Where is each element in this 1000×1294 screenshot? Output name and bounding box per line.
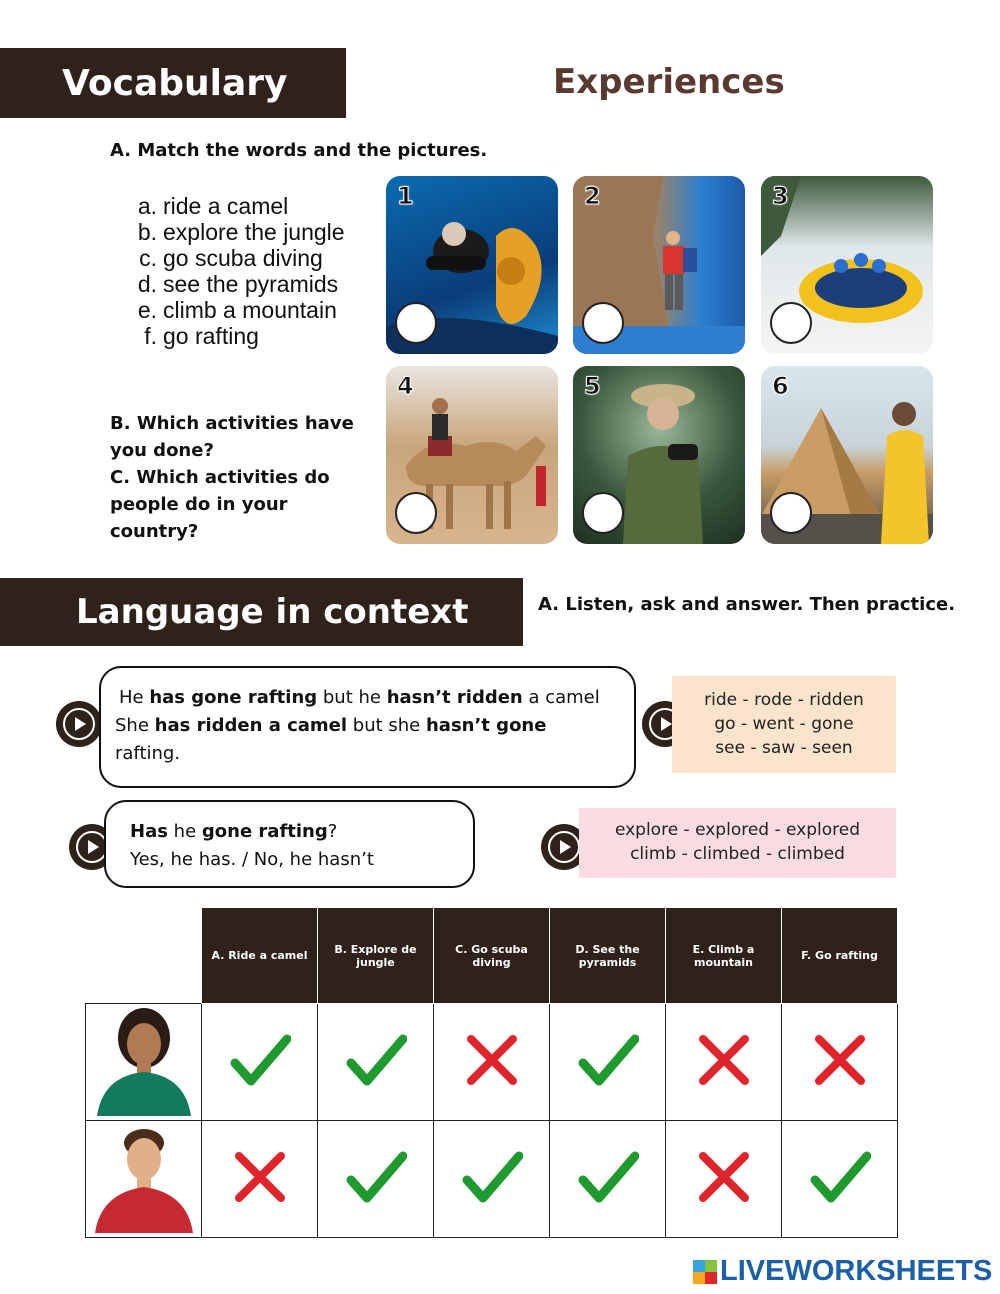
word-item bbox=[130, 219, 345, 245]
photo-scuba-diving bbox=[386, 176, 558, 354]
check-icon bbox=[345, 1146, 407, 1208]
mark-cell bbox=[318, 1004, 434, 1121]
verb-forms-box-2 bbox=[579, 808, 896, 878]
mark-cell bbox=[434, 1121, 550, 1238]
experiences-title: Experiences bbox=[553, 62, 785, 102]
mark-cell bbox=[782, 1121, 898, 1238]
word-item bbox=[130, 245, 345, 271]
mark-cell bbox=[550, 1004, 666, 1121]
answer-circle[interactable] bbox=[770, 492, 812, 534]
text-segment: ? bbox=[327, 821, 338, 842]
table-header-row bbox=[86, 908, 898, 1004]
mark-cell bbox=[434, 1004, 550, 1121]
question-c: C. Which activities do people do in your country? bbox=[110, 467, 330, 542]
column-header: B. Explore de jungle bbox=[318, 908, 434, 1004]
picture-number: 2 bbox=[584, 182, 601, 210]
photo-climb-mountain bbox=[573, 176, 745, 354]
answer-circle[interactable] bbox=[582, 302, 624, 344]
answer-circle[interactable] bbox=[395, 492, 437, 534]
person-girl bbox=[86, 1004, 202, 1121]
word-letter: a. bbox=[137, 193, 157, 219]
answer-circle[interactable] bbox=[582, 492, 624, 534]
mark-cell bbox=[782, 1004, 898, 1121]
logo-icon bbox=[693, 1260, 717, 1284]
text-segment: but she bbox=[347, 715, 426, 736]
text-bold: hasn’t gone bbox=[425, 715, 547, 736]
text-segment: he bbox=[167, 821, 202, 842]
column-header: D. See the pyramids bbox=[550, 908, 666, 1004]
verb-forms: ride - rode - ridden bbox=[704, 690, 864, 710]
question-line bbox=[130, 818, 473, 846]
statement-he bbox=[115, 684, 620, 712]
verb-forms: explore - explored - explored bbox=[614, 820, 861, 840]
cross-icon bbox=[229, 1146, 291, 1208]
play-button[interactable] bbox=[56, 701, 102, 747]
picture-number: 3 bbox=[772, 182, 789, 210]
questions-bc bbox=[110, 410, 370, 545]
word-letter: e. bbox=[137, 297, 157, 323]
text-bold: gone rafting bbox=[201, 821, 328, 842]
word-letter: b. bbox=[137, 219, 157, 245]
word-list bbox=[130, 193, 345, 349]
verb-forms: go - went - gone bbox=[714, 714, 854, 734]
text-bold: has gone rafting bbox=[149, 687, 318, 708]
answer-circle[interactable] bbox=[395, 302, 437, 344]
speech-bubble-question bbox=[104, 800, 475, 888]
mark-cell bbox=[202, 1004, 318, 1121]
statement-she bbox=[115, 712, 585, 768]
word-letter: c. bbox=[139, 245, 157, 271]
question-b: B. Which activities have you done? bbox=[110, 413, 354, 461]
liveworksheets-logo[interactable] bbox=[693, 1255, 992, 1288]
text-bold: Has bbox=[130, 821, 168, 842]
verb-forms: climb - climbed - climbed bbox=[630, 844, 845, 864]
vocabulary-title: Vocabulary bbox=[62, 62, 288, 104]
word-text: ride a camel bbox=[163, 193, 289, 219]
speech-bubble-statements bbox=[99, 666, 636, 788]
instruction-listen: A. Listen, ask and answer. Then practice. bbox=[538, 594, 956, 615]
check-icon bbox=[809, 1146, 871, 1208]
column-header: E. Climb a mountain bbox=[666, 908, 782, 1004]
text-bold: hasn’t ridden bbox=[386, 687, 523, 708]
answer-circle[interactable] bbox=[770, 302, 812, 344]
photo-see-pyramids bbox=[761, 366, 933, 544]
word-item bbox=[130, 297, 345, 323]
mark-cell bbox=[666, 1121, 782, 1238]
mark-cell bbox=[318, 1121, 434, 1238]
word-text: see the pyramids bbox=[163, 271, 339, 297]
photo-ride-camel bbox=[386, 366, 558, 544]
photo-rafting bbox=[761, 176, 933, 354]
text-segment: He bbox=[119, 687, 150, 708]
word-item bbox=[130, 193, 345, 219]
verb-forms-box-1 bbox=[672, 676, 896, 773]
cross-icon bbox=[809, 1029, 871, 1091]
text-segment: She bbox=[115, 715, 155, 736]
answer-line: Yes, he has. / No, he hasn’t bbox=[130, 849, 374, 870]
play-icon bbox=[548, 831, 580, 863]
word-text: go rafting bbox=[163, 323, 259, 349]
text-segment: a camel bbox=[522, 687, 600, 708]
check-icon bbox=[461, 1146, 523, 1208]
cross-icon bbox=[461, 1029, 523, 1091]
word-text: go scuba diving bbox=[163, 245, 323, 271]
text-segment: but he bbox=[317, 687, 387, 708]
language-in-context-banner bbox=[0, 578, 523, 646]
table-row bbox=[86, 1004, 898, 1121]
picture-number: 6 bbox=[772, 372, 789, 400]
person-boy bbox=[86, 1121, 202, 1238]
photo-explore-jungle bbox=[573, 366, 745, 544]
column-header: C. Go scuba diving bbox=[434, 908, 550, 1004]
word-letter: f. bbox=[144, 323, 157, 349]
cross-icon bbox=[693, 1146, 755, 1208]
girl-avatar bbox=[89, 1004, 199, 1116]
boy-avatar bbox=[89, 1121, 199, 1233]
activity-table bbox=[85, 907, 898, 1238]
table-row bbox=[86, 1121, 898, 1238]
word-text: explore the jungle bbox=[163, 219, 345, 245]
cross-icon bbox=[693, 1029, 755, 1091]
word-text: climb a mountain bbox=[163, 297, 337, 323]
text-segment: rafting. bbox=[115, 743, 181, 764]
picture-number: 4 bbox=[397, 372, 414, 400]
check-icon bbox=[345, 1029, 407, 1091]
mark-cell bbox=[550, 1121, 666, 1238]
check-icon bbox=[577, 1146, 639, 1208]
check-icon bbox=[229, 1029, 291, 1091]
check-icon bbox=[577, 1029, 639, 1091]
mark-cell bbox=[202, 1121, 318, 1238]
language-in-context-title: Language in context bbox=[76, 592, 469, 632]
picture-number: 5 bbox=[584, 372, 601, 400]
word-letter: d. bbox=[137, 271, 157, 297]
logo-text: LIVEWORKSHEETS bbox=[720, 1255, 993, 1287]
mark-cell bbox=[666, 1004, 782, 1121]
text-bold: has ridden a camel bbox=[154, 715, 348, 736]
word-item bbox=[130, 271, 345, 297]
play-icon bbox=[63, 708, 95, 740]
picture-number: 1 bbox=[397, 182, 414, 210]
column-header: F. Go rafting bbox=[782, 908, 898, 1004]
column-header: A. Ride a camel bbox=[202, 908, 318, 1004]
table-corner bbox=[86, 908, 202, 1004]
verb-forms: see - saw - seen bbox=[715, 738, 853, 758]
instruction-match: A. Match the words and the pictures. bbox=[110, 140, 488, 161]
vocabulary-banner bbox=[0, 48, 346, 118]
word-item bbox=[130, 323, 345, 349]
